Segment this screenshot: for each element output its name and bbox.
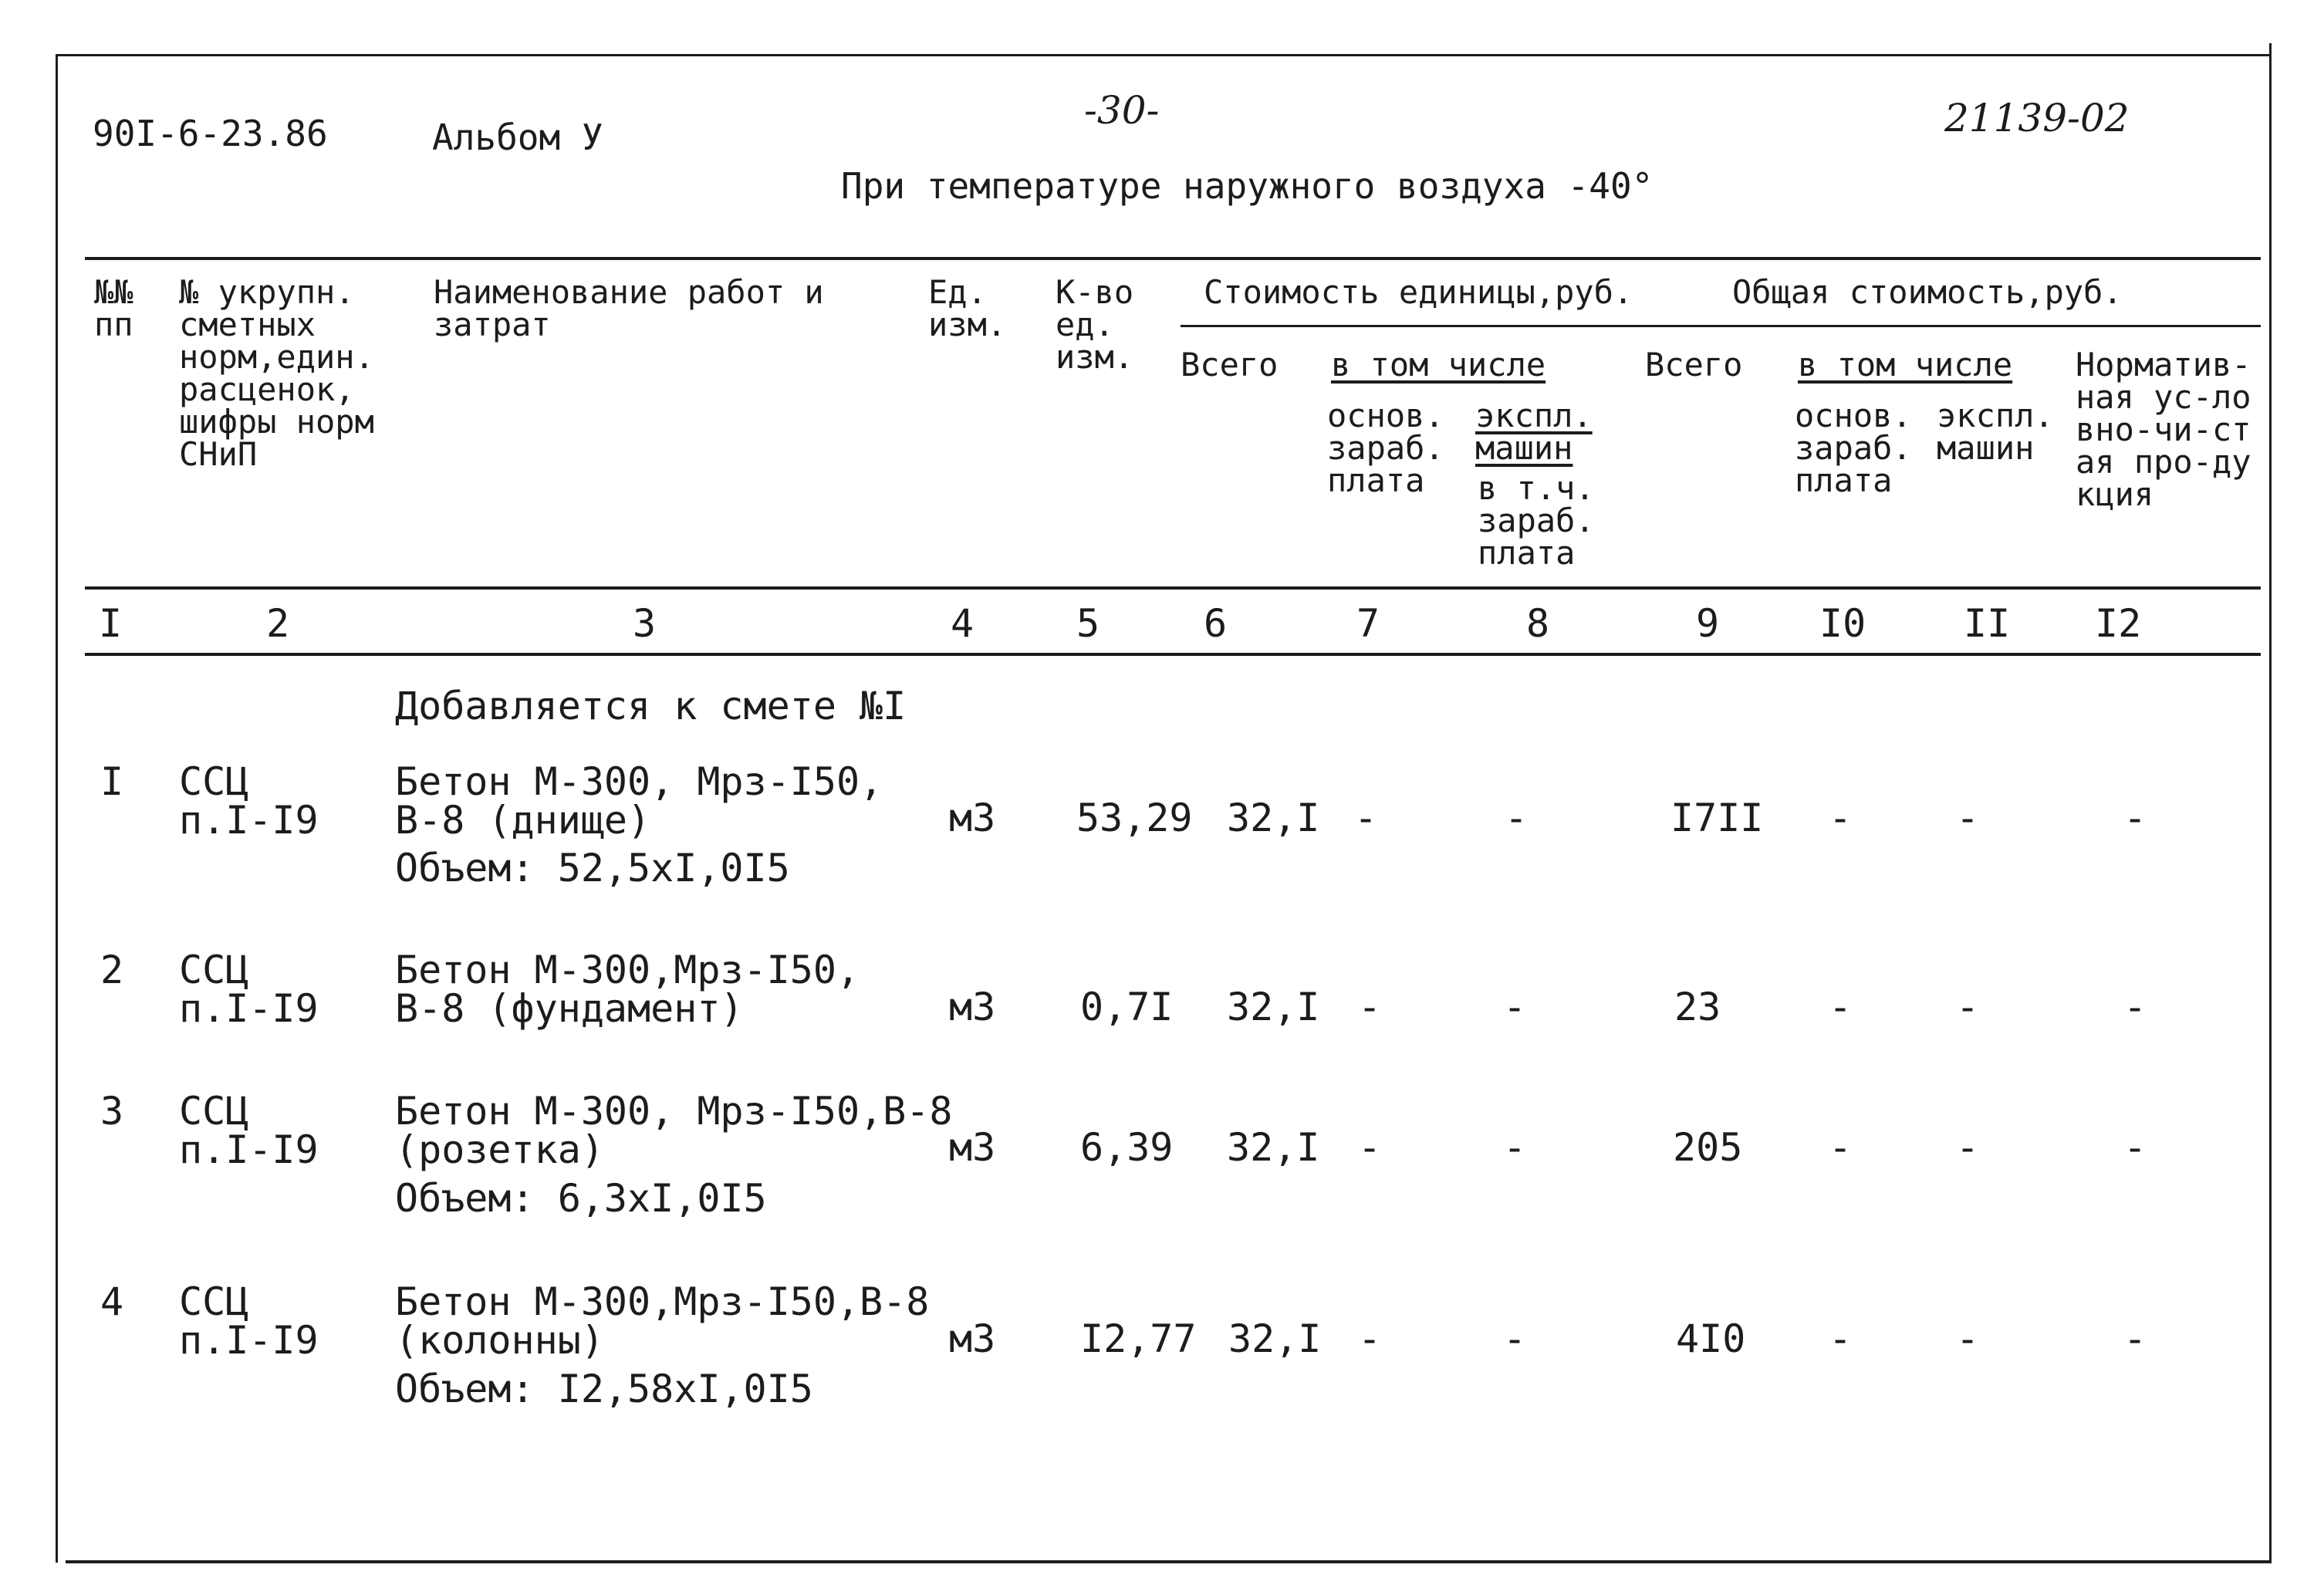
row-total: 205 xyxy=(1673,1125,1743,1170)
header-col-3: Наименование работ и затрат xyxy=(434,273,824,343)
row-qty: 53,29 xyxy=(1076,796,1193,840)
row-col11: - xyxy=(1956,985,1980,1029)
row-total: 23 xyxy=(1674,985,1721,1029)
column-number: I xyxy=(99,601,123,646)
row-unit: м3 xyxy=(949,1125,996,1170)
row-name: Бетон М-300,Мрз-I50, В-8 (фундамент) xyxy=(395,948,860,1031)
header-incl-total: в том числе xyxy=(1798,346,2013,384)
header-col-1: №№ пп xyxy=(94,273,133,343)
header-col-8-top: экспл. машин xyxy=(1475,397,1593,467)
header-col-4: Ед. изм. xyxy=(928,273,1007,343)
row-volume: Объем: I2,58хI,0I5 xyxy=(395,1367,813,1411)
group-divider-rule xyxy=(1181,325,2261,327)
document-number: 21139-02 xyxy=(1944,96,2130,140)
row-unit: м3 xyxy=(949,796,996,840)
row-qty: 6,39 xyxy=(1080,1125,1174,1170)
numbering-bottom-rule xyxy=(85,653,2261,656)
row-code: ССЦ п.I-I9 xyxy=(179,1279,319,1363)
column-number: 9 xyxy=(1696,601,1720,646)
column-number: 4 xyxy=(951,601,975,646)
header-bottom-rule xyxy=(85,586,2261,590)
header-total-cost-group: Общая стоимость,руб. xyxy=(1732,273,2123,311)
row-col11: - xyxy=(1956,796,1980,840)
row-volume: Объем: 6,3хI,0I5 xyxy=(395,1176,767,1221)
row-col12: - xyxy=(2123,1316,2147,1361)
row-col8: - xyxy=(1503,1316,1527,1361)
column-number: 2 xyxy=(266,601,290,646)
row-number: 3 xyxy=(100,1089,124,1134)
row-volume: Объем: 52,5хI,0I5 xyxy=(395,846,790,890)
page-subtitle: При температуре наружного воздуха -40° xyxy=(841,165,1653,207)
header-incl-unit: в том числе xyxy=(1331,346,1546,384)
row-unit: м3 xyxy=(949,985,996,1029)
row-name: Бетон М-300,Мрз-I50,В-8 (колонны) xyxy=(395,1279,930,1363)
document-code: 90I-6-23.86 xyxy=(93,113,328,154)
row-col7: - xyxy=(1354,796,1378,840)
header-col-9: Всего xyxy=(1645,346,1743,384)
row-col11: - xyxy=(1956,1316,1980,1361)
header-col-8-bottom: в т.ч. зараб. плата xyxy=(1478,469,1595,572)
row-col8: - xyxy=(1503,985,1527,1029)
row-code: ССЦ п.I-I9 xyxy=(179,948,319,1031)
page-number: -30- xyxy=(1084,88,1160,133)
section-title: Добавляется к смете №I xyxy=(395,684,907,728)
row-code: ССЦ п.I-I9 xyxy=(179,759,319,843)
row-col10: - xyxy=(1829,1125,1853,1170)
header-unit-cost-group: Стоимость единицы,руб. xyxy=(1204,273,1633,311)
frame-top-border xyxy=(56,54,2272,56)
row-price: 32,I xyxy=(1227,985,1320,1029)
row-col11: - xyxy=(1956,1125,1980,1170)
row-col7: - xyxy=(1358,1316,1382,1361)
header-col-2: № укрупн. сметных норм,един. расценок, шифры норм СНиП xyxy=(179,273,374,473)
row-code: ССЦ п.I-I9 xyxy=(179,1089,319,1172)
row-qty: 0,7I xyxy=(1080,985,1174,1029)
row-col7: - xyxy=(1358,1125,1382,1170)
row-col12: - xyxy=(2123,796,2147,840)
header-col-10: основ. зараб. плата xyxy=(1795,397,1912,499)
row-name: Бетон М-300, Мрз-I50, В-8 (днище) xyxy=(395,759,883,843)
row-col10: - xyxy=(1829,1316,1853,1361)
row-price: 32,I xyxy=(1227,1125,1320,1170)
row-qty: I2,77 xyxy=(1080,1316,1197,1361)
row-number: 2 xyxy=(100,948,124,992)
row-col8: - xyxy=(1505,796,1529,840)
frame-bottom-border xyxy=(66,1560,2272,1563)
header-col-11: экспл. машин xyxy=(1937,397,2054,467)
row-price: 32,I xyxy=(1227,796,1320,840)
header-col-7: основ. зараб. плата xyxy=(1327,397,1444,499)
column-number: 7 xyxy=(1356,601,1380,646)
table-top-rule xyxy=(85,257,2261,260)
row-name: Бетон М-300, Мрз-I50,В-8 (розетка) xyxy=(395,1089,953,1172)
row-price: 32,I xyxy=(1228,1316,1322,1361)
row-total: 4I0 xyxy=(1676,1316,1746,1361)
row-col12: - xyxy=(2123,985,2147,1029)
header-col-5: К-во ед. изм. xyxy=(1056,273,1134,376)
row-col8: - xyxy=(1503,1125,1527,1170)
column-number: I2 xyxy=(2095,601,2142,646)
row-col10: - xyxy=(1829,985,1853,1029)
row-col10: - xyxy=(1829,796,1853,840)
column-number: 8 xyxy=(1526,601,1550,646)
column-number: II xyxy=(1964,601,2011,646)
column-number: 3 xyxy=(633,601,657,646)
column-number: 5 xyxy=(1076,601,1100,646)
row-number: I xyxy=(100,759,124,804)
row-col7: - xyxy=(1358,985,1382,1029)
header-col-6: Всего xyxy=(1181,346,1279,384)
column-number: I0 xyxy=(1819,601,1866,646)
row-total: I7II xyxy=(1670,796,1764,840)
row-number: 4 xyxy=(100,1279,124,1324)
frame-left-border xyxy=(56,54,58,1563)
row-col12: - xyxy=(2123,1125,2147,1170)
header-col-12: Норматив-ная ус-ловно-чи-стая про-дукция xyxy=(2076,346,2251,513)
album-label: Альбом У xyxy=(432,117,603,158)
frame-right-border xyxy=(2269,43,2272,1563)
column-number: 6 xyxy=(1204,601,1228,646)
row-unit: м3 xyxy=(949,1316,996,1361)
